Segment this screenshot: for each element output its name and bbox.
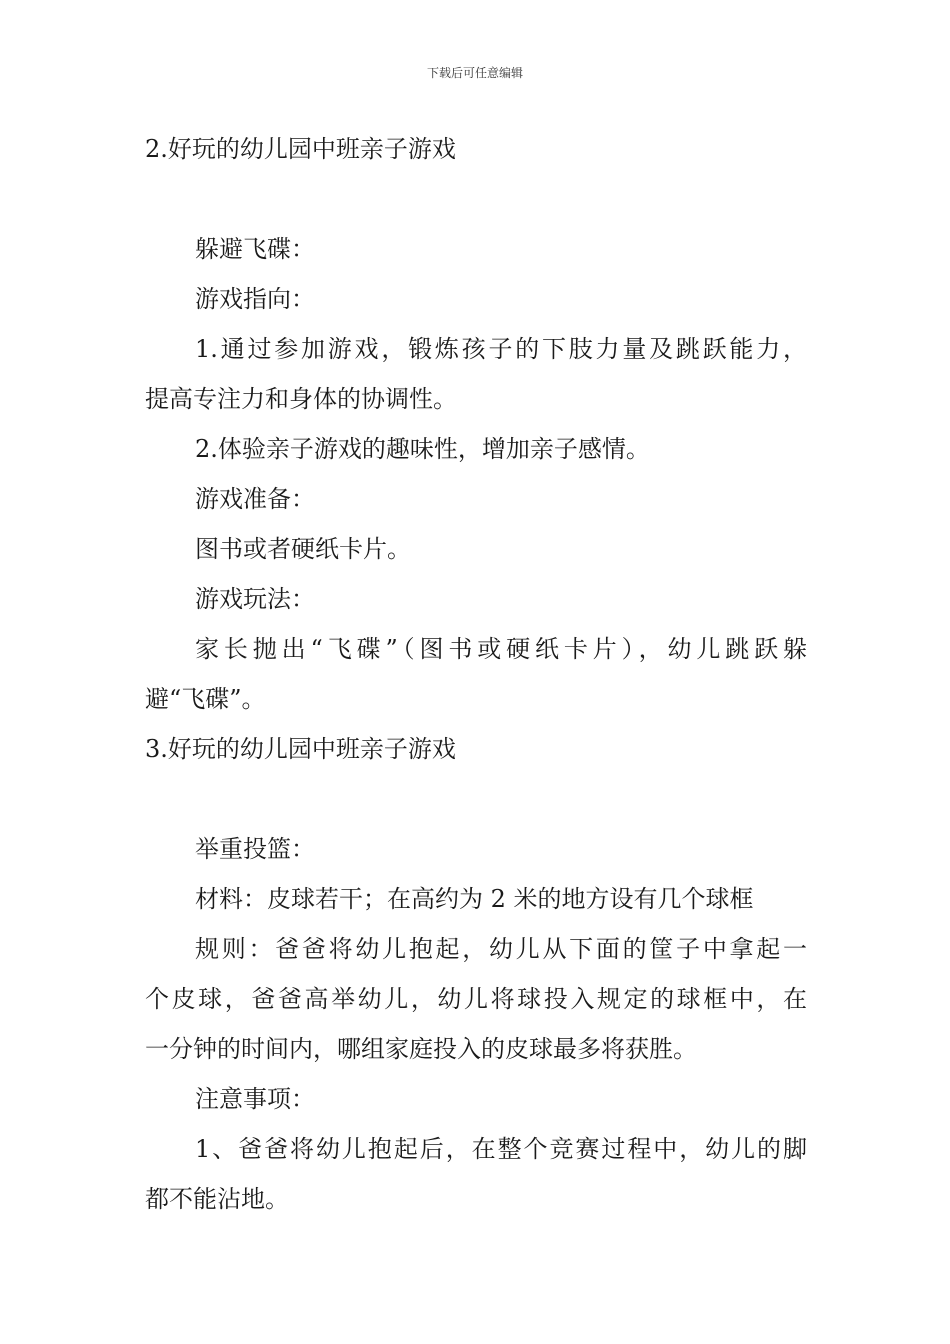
note-1-line-2: 都不能沾地。	[145, 1185, 289, 1213]
blank-line	[145, 774, 807, 824]
section-2-title: 2.好玩的幼儿园中班亲子游戏	[145, 135, 456, 163]
play-label: 游戏玩法：	[195, 585, 315, 613]
materials: 材料：皮球若干；在高约为 2 米的地方设有几个球框	[195, 885, 754, 913]
game-name-dodge-frisbee: 躲避飞碟：	[195, 235, 315, 263]
section-3-title: 3.好玩的幼儿园中班亲子游戏	[145, 735, 456, 763]
page-header: 下载后可任意编辑	[426, 66, 523, 80]
document-body	[145, 124, 807, 1224]
play-line-2: 避“飞碟”。	[145, 685, 266, 713]
rules-line-1: 规则：爸爸将幼儿抱起，幼儿从下面的筐子中拿起一	[195, 935, 807, 963]
blank-line	[145, 174, 807, 224]
rules-line-2: 个皮球，爸爸高举幼儿，幼儿将球投入规定的球框中，在	[145, 985, 807, 1013]
goal-1-line-1: 1.通过参加游戏，锻炼孩子的下肢力量及跳跃能力，	[195, 335, 807, 363]
prep-label: 游戏准备：	[195, 485, 315, 513]
prep-text: 图书或者硬纸卡片。	[195, 535, 411, 563]
rules-line-3: 一分钟的时间内，哪组家庭投入的皮球最多将获胜。	[145, 1035, 697, 1063]
notes-label: 注意事项：	[195, 1085, 315, 1113]
goal-1-line-2: 提高专注力和身体的协调性。	[145, 385, 457, 413]
game-name-weightlift-shoot: 举重投篮：	[195, 835, 315, 863]
play-line-1: 家长抛出“飞碟”（图书或硬纸卡片），幼儿跳跃躲	[195, 635, 807, 663]
goal-2: 2.体验亲子游戏的趣味性，增加亲子感情。	[195, 435, 650, 463]
note-1-line-1: 1、爸爸将幼儿抱起后，在整个竞赛过程中，幼儿的脚	[195, 1135, 807, 1163]
goal-label: 游戏指向：	[195, 285, 315, 313]
